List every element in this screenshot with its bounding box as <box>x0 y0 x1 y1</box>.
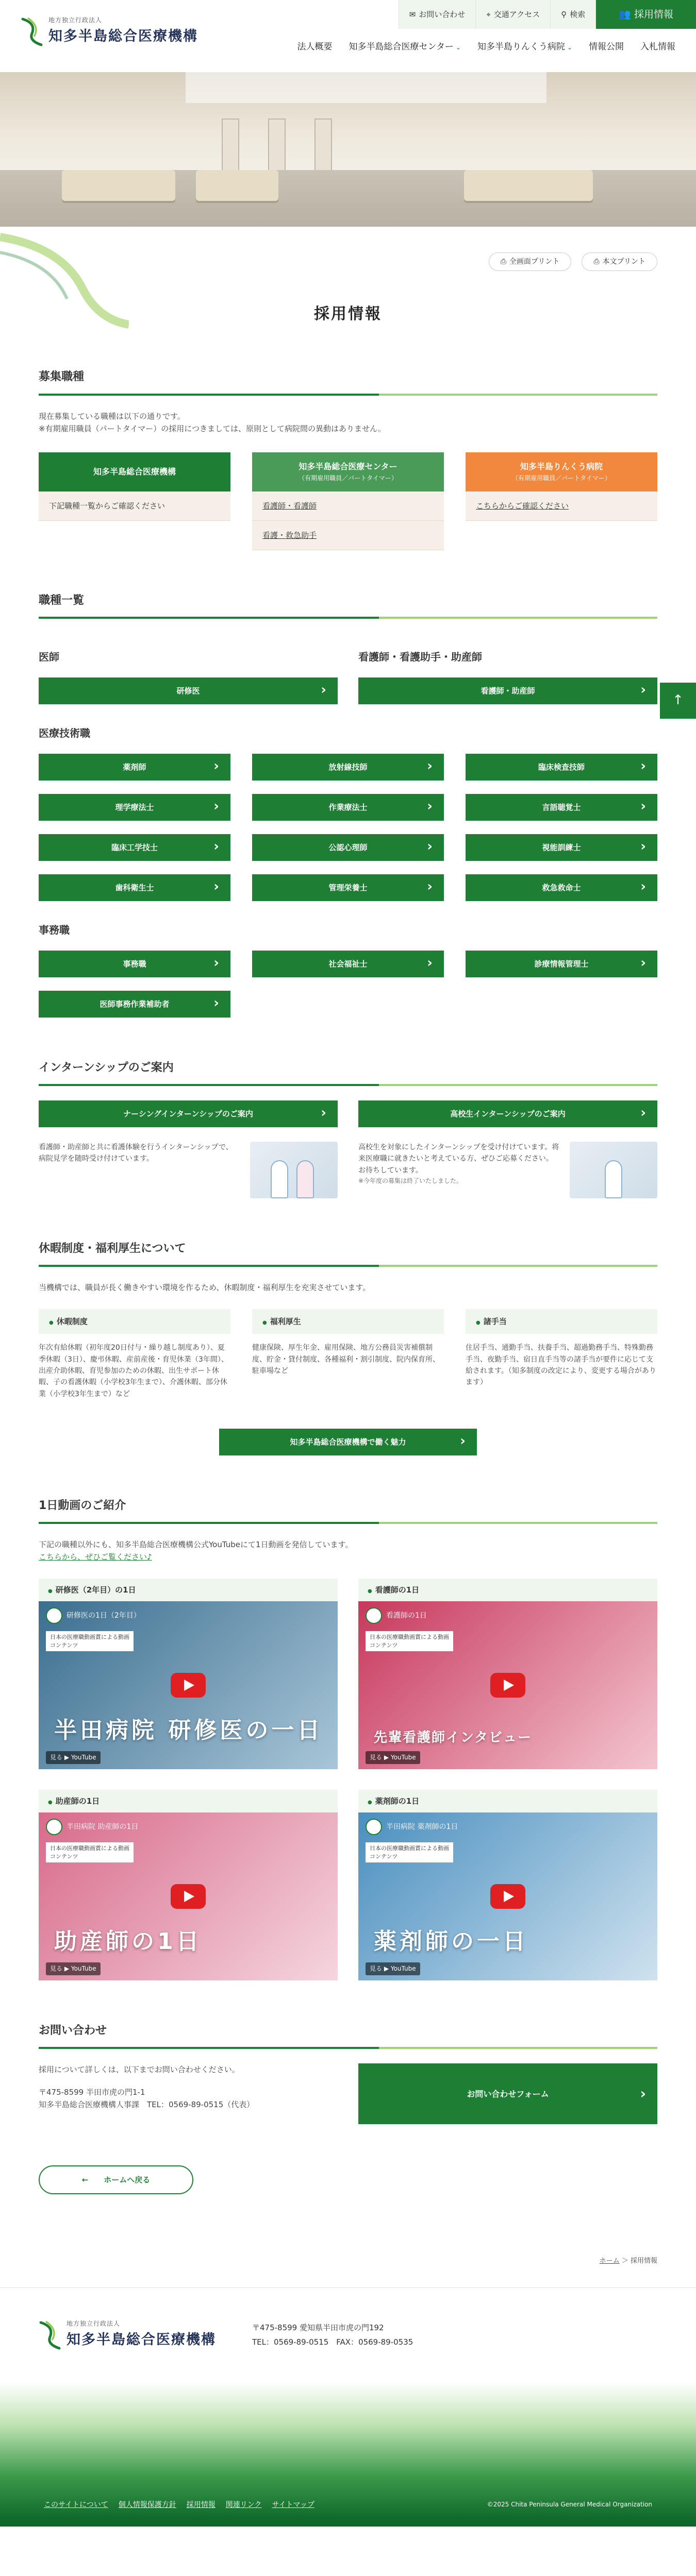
video-title <box>46 1819 138 1835</box>
channel-icon <box>366 1819 382 1835</box>
video-badge: 日本の医療職動画賞による動画コンテンツ <box>46 1631 134 1651</box>
print-body-label: 本文プリント <box>602 258 645 266</box>
logo-title: 知多半島総合医療機構 <box>67 2332 216 2348</box>
contact-form-button[interactable]: お問い合わせフォーム › <box>358 2063 657 2124</box>
footer-link-label: このサイトについて <box>44 2501 108 2510</box>
videos-intro: 下記の職種以外にも、知多半島総合医療機構公式YouTubeにて1日動画を発信しています。 <box>39 1540 353 1550</box>
video-title-text: 半田病院 助産師の1日 <box>67 1823 139 1832</box>
recruit-col-header <box>466 452 657 492</box>
printer-icon: ⎙ <box>593 258 600 266</box>
breadcrumb: ホーム ＞ 採用情報 <box>599 2257 657 2265</box>
job-button[interactable]: 社会福祉士 › <box>252 951 444 977</box>
footer-link-privacy[interactable] <box>119 2499 176 2511</box>
job-button[interactable]: 管理栄養士 › <box>252 874 444 901</box>
benefit-body: 健康保険、厚生年金、雇用保険、地方公務員災害補償制度、貯金・貸付制度、各種福利・割引制度、院内保育所、駐車場など <box>252 1344 440 1375</box>
youtube-icon[interactable]: 見る ▶ YouTube <box>46 1962 101 1975</box>
footer-link-label: 関連リンク <box>225 2501 262 2510</box>
jobs-doctor-heading: 医師 <box>39 650 59 663</box>
recruit-section <box>39 368 657 550</box>
chevron-down-icon: ⌄ <box>455 44 461 51</box>
video-card <box>39 1579 338 1769</box>
nav-about[interactable]: 法人概要 <box>297 42 333 52</box>
recruit-col-header <box>252 452 444 492</box>
play-icon[interactable] <box>171 1884 206 1909</box>
benefit-body: 住居手当、通勤手当、扶養手当、超過勤務手当、特殊勤務手当、夜勤手当、宿日直手当等の諸手当が要件に応じて支給されます。（知多制度の改定により、変更する場合があります） <box>466 1344 656 1387</box>
recruit-col-title: 知多半島総合医療センター <box>299 462 397 472</box>
recruit-col-center <box>252 452 444 550</box>
nav-disclosure[interactable]: 情報公開 <box>589 42 624 52</box>
benefit-col <box>252 1309 444 1408</box>
video-card <box>39 1790 338 1980</box>
video-caption: 先輩看護師インタビュー <box>374 1730 532 1745</box>
recruit-link[interactable] <box>466 492 657 521</box>
video-title-text: 看護師の1日 <box>386 1612 427 1620</box>
video-card <box>358 1579 657 1769</box>
intern-section <box>39 1059 657 1198</box>
search-icon: ⚲ <box>561 10 567 19</box>
nav-center-label: 知多半島総合医療センター <box>349 42 454 52</box>
recruit-intro: 現在募集している職種は以下の通りです。 <box>39 411 185 421</box>
play-icon[interactable] <box>171 1673 206 1698</box>
footer-copyright: ©2025 Chita Peninsula General Medical Organization <box>487 2501 652 2509</box>
util-search-link[interactable] <box>550 0 595 29</box>
job-button[interactable]: 作業療法士 › <box>252 794 444 821</box>
contact-tel: 知多半島総合医療機構人事課 TEL：0569-89-0515（代表） <box>39 2100 255 2110</box>
logo-subtitle: 地方独立行政法人 <box>67 2320 121 2328</box>
job-button[interactable]: 薬剤師 › <box>39 754 230 781</box>
video-caption: 助産師の1日 <box>54 1928 202 1955</box>
intern-nursing-body <box>39 1142 338 1198</box>
video-card <box>358 1790 657 1980</box>
recruit-heading: 募集職種 <box>39 368 657 395</box>
utility-nav <box>399 0 696 29</box>
job-button[interactable]: 救急救命士 › <box>466 874 657 901</box>
util-access-link[interactable] <box>475 0 550 29</box>
video-player[interactable] <box>39 1601 338 1769</box>
play-icon[interactable] <box>490 1673 525 1698</box>
channel-icon <box>46 1819 62 1835</box>
video-badge: 日本の医療職動画賞による動画コンテンツ <box>366 1631 453 1651</box>
footer-address <box>252 2320 413 2350</box>
breadcrumb-home-label: ホーム <box>599 2257 620 2265</box>
benefit-col <box>39 1309 230 1408</box>
decorative-swoosh <box>0 216 129 330</box>
breadcrumb-home[interactable] <box>600 2257 620 2265</box>
intern-heading: インターンシップのご案内 <box>39 1059 657 1086</box>
job-button[interactable]: 歯科衛生士 › <box>39 874 230 901</box>
footer-top <box>0 2319 696 2351</box>
jobs-doctor-nurse <box>39 633 684 708</box>
logo-subtitle: 地方独立行政法人 <box>48 16 103 24</box>
jobs-office-grid <box>39 951 657 1018</box>
benefit-title: ● 福利厚生 <box>252 1309 444 1334</box>
footer-green-band <box>0 2382 696 2552</box>
photo-figure <box>296 1160 314 1198</box>
recruit-col-subtitle: （有期雇用職員／パートタイマー） <box>512 474 611 482</box>
job-button[interactable]: 視能訓練士 › <box>466 834 657 861</box>
site-logo[interactable] <box>21 15 198 47</box>
videos-section <box>39 1497 657 1980</box>
video-label: ● 薬剤師の1日 <box>358 1790 657 1812</box>
intern-nursing <box>39 1100 338 1198</box>
footer-logo[interactable] <box>39 2319 216 2351</box>
video-label: ● 看護師の1日 <box>358 1579 657 1601</box>
recruit-col-rinku <box>466 452 657 550</box>
job-button[interactable]: 臨床工学技士 › <box>39 834 230 861</box>
util-recruit-link[interactable] <box>595 0 696 29</box>
video-title <box>366 1607 427 1624</box>
page-title: 採用情報 <box>314 305 382 324</box>
jobs-section <box>39 591 684 1018</box>
highschool-intern-button[interactable]: 高校生インターンシップのご案内 › <box>358 1100 657 1127</box>
util-search-label: 検索 <box>570 10 586 19</box>
play-icon[interactable] <box>490 1884 525 1909</box>
jobs-tech-grid <box>39 754 657 901</box>
contact-heading: お問い合わせ <box>39 2022 657 2049</box>
logo-title: 知多半島総合医療機構 <box>48 28 198 45</box>
jobs-tech-heading: 医療技術職 <box>39 726 90 739</box>
global-nav <box>297 40 675 54</box>
hero-image <box>0 72 696 227</box>
recruit-link[interactable] <box>252 492 444 521</box>
job-button[interactable]: 医師事務作業補助者 › <box>39 991 230 1018</box>
video-player[interactable] <box>358 1812 657 1980</box>
video-player[interactable] <box>39 1812 338 1980</box>
footer-bottom-bar <box>0 2527 696 2552</box>
util-access-label: 交通アクセス <box>493 10 540 19</box>
contact-text: 採用について詳しくは、以下までお問い合わせください。 <box>39 2065 240 2075</box>
recruit-link-label: 看護師・看護師 <box>262 501 317 511</box>
contact-section <box>39 2022 657 2124</box>
nursing-intern-button[interactable]: ナーシングインターンシップのご案内 › <box>39 1100 338 1127</box>
job-button[interactable]: 看護師・助産師 › <box>358 677 657 704</box>
intern-hs-text: 高校生を対象にしたインターンシップを受け付けています。将来医療職に就きたいと考えている方、ぜひご応募ください。お待ちしています。 <box>358 1143 559 1175</box>
video-caption: 薬剤師の一日 <box>374 1928 528 1955</box>
util-contact-link[interactable] <box>399 0 476 29</box>
contact-info <box>39 2063 338 2124</box>
hero-bench <box>62 170 175 201</box>
recruit-col-header <box>39 452 230 492</box>
job-button[interactable]: 言語聴覚士 › <box>466 794 657 821</box>
benefit-title: ● 休暇制度 <box>39 1309 230 1334</box>
home-button[interactable] <box>39 2165 193 2194</box>
photo-figure <box>271 1160 288 1198</box>
home-button-label: ホームへ戻る <box>104 2175 151 2185</box>
youtube-icon[interactable]: 見る ▶ YouTube <box>366 1751 420 1764</box>
util-recruit-label: 採用情報 <box>634 8 673 20</box>
attraction-button-wrap <box>219 1429 477 1455</box>
video-title-text: 研修医の1日（2年目） <box>67 1612 141 1620</box>
print-full-label: 全画面プリント <box>509 258 560 266</box>
jobs-nurse-group <box>358 633 684 708</box>
footer-link-label: 採用情報 <box>186 2501 216 2510</box>
video-grid <box>39 1579 657 1980</box>
contact-body <box>39 2063 657 2124</box>
video-label: ● 助産師の1日 <box>39 1790 338 1812</box>
benefits-section <box>39 1240 657 1455</box>
photo-figure <box>605 1160 622 1198</box>
site-footer <box>0 2287 696 2552</box>
breadcrumb-current: 採用情報 <box>630 2257 657 2265</box>
recruit-link[interactable] <box>252 521 444 550</box>
nav-rinku-label: 知多半島りんくう病院 <box>477 42 565 52</box>
footer-tel: TEL：0569-89-0515 FAX：0569-89-0535 <box>252 2337 413 2347</box>
job-button[interactable]: 研修医 › <box>39 677 338 704</box>
intern-hs-textblock <box>358 1142 559 1198</box>
recruit-link-label: こちらからご確認ください <box>476 501 569 511</box>
youtube-icon[interactable]: 見る ▶ YouTube <box>366 1962 420 1975</box>
intern-hs-body <box>358 1142 657 1198</box>
intern-highschool <box>358 1100 657 1198</box>
recruit-columns <box>39 452 657 550</box>
intern-columns <box>39 1100 657 1198</box>
video-title <box>46 1607 141 1624</box>
jobs-office-heading: 事務職 <box>39 923 70 936</box>
footer-address-line: 〒475-8599 愛知県半田市虎の門192 <box>252 2323 384 2332</box>
print-full-button[interactable] <box>489 252 572 271</box>
intern-hs-photo <box>570 1142 657 1198</box>
footer-link-label: サイトマップ <box>272 2501 314 2510</box>
video-badge: 日本の医療職動画賞による動画コンテンツ <box>366 1842 453 1862</box>
jobs-doctor-group <box>39 633 338 704</box>
intern-hs-note: ※今年度の募集は終了いたしました。 <box>358 1177 463 1185</box>
benefit-title: ● 諸手当 <box>466 1309 657 1334</box>
benefits-heading: 休暇制度・福利厚生について <box>39 1240 657 1267</box>
nav-rinku[interactable] <box>477 40 572 54</box>
youtube-channel-link[interactable]: こちらから、ぜひご覧ください♪ <box>39 1552 152 1562</box>
benefit-body: 年次有給休暇（初年度20日付与・繰り越し制度あり）、夏季休暇（3日）、慶弔休暇、産前産後・育児休業（3年間）、出産介助休暇、育児参加のための休暇、出生サポート休暇、子の看護休暇（小学校3年生まで）、介護休暇、部分休業（小学校3年生まで）など <box>39 1344 228 1398</box>
footer-link-label: 個人情報保護方針 <box>118 2501 176 2510</box>
youtube-icon[interactable]: 見る ▶ YouTube <box>46 1751 101 1764</box>
videos-heading: 1日動画のご紹介 <box>39 1497 657 1524</box>
footer-link-related[interactable] <box>226 2499 262 2511</box>
recruit-col-organization <box>39 452 230 550</box>
video-label: ● 研修医（2年目）の1日 <box>39 1579 338 1601</box>
job-button[interactable]: 理学療法士 › <box>39 794 230 821</box>
chevron-down-icon: ⌄ <box>567 44 572 51</box>
hero-ceiling-light <box>186 72 546 103</box>
hero-bench <box>464 170 593 201</box>
people-icon: 👥 <box>619 8 631 20</box>
channel-icon <box>46 1607 62 1624</box>
video-title <box>366 1819 458 1835</box>
benefit-col <box>466 1309 657 1408</box>
arrow-left-icon: ← <box>81 2175 89 2185</box>
video-badge: 日本の医療職動画賞による動画コンテンツ <box>46 1842 134 1862</box>
benefits-intro: 当機構では、職員が長く働きやすい環境を作るため、休暇制度・福利厚生を充実させています。 <box>39 1283 371 1293</box>
attraction-button[interactable]: 知多半島総合医療機構で働く魅力 › <box>219 1429 477 1455</box>
job-button[interactable]: 診療情報管理士 › <box>466 951 657 977</box>
footer-link-sitemap[interactable] <box>272 2499 314 2511</box>
job-button[interactable]: 公認心理師 › <box>252 834 444 861</box>
benefits-columns <box>39 1309 657 1408</box>
logo-mark-icon <box>21 16 43 47</box>
jobs-heading: 職種一覧 <box>39 591 657 619</box>
hero-bench <box>196 170 278 201</box>
intern-nursing-text: 看護師・助産師と共に看護体験を行うインターンシップで、病院見学を随時受け付けています。 <box>39 1143 233 1163</box>
recruit-col-title: 知多半島りんくう病院 <box>520 462 603 472</box>
recruit-note: ※有期雇用職員（パートタイマー）の採用につきましては、原則として病院間の異動はありません。 <box>39 423 386 433</box>
mail-icon: ✉ <box>409 10 416 19</box>
video-player[interactable] <box>358 1601 657 1769</box>
recruit-col-subtitle: （有期雇用職員／パートタイマー） <box>299 474 397 482</box>
channel-icon <box>366 1607 382 1624</box>
video-title-text: 半田病院 薬剤師の1日 <box>386 1823 458 1832</box>
jobs-nurse-heading: 看護師・看護助手・助産師 <box>358 650 482 663</box>
util-contact-label: お問い合わせ <box>419 10 466 19</box>
video-caption: 半田病院 研修医の一日 <box>54 1717 323 1743</box>
map-pin-icon: ⌖ <box>486 10 491 19</box>
page-top-button[interactable] <box>660 683 696 719</box>
site-header <box>0 0 696 72</box>
logo-mark-icon <box>39 2319 61 2350</box>
recruit-col-title: 知多半島総合医療機構 <box>93 466 176 477</box>
nav-bidding[interactable]: 入札情報 <box>640 42 675 52</box>
print-body-button[interactable] <box>582 252 657 271</box>
printer-icon: ⎙ <box>500 258 506 266</box>
recruit-link[interactable]: 下記職種一覧からご確認ください <box>39 492 230 521</box>
contact-address: 〒475-8599 半田市虎の門1-1 <box>39 2088 145 2097</box>
job-button[interactable]: 事務職 › <box>39 951 230 977</box>
arrow-up-icon: ↑ <box>672 692 684 708</box>
recruit-link-label: 看護・救急助手 <box>262 530 317 540</box>
intern-nursing-photo <box>250 1142 338 1198</box>
nav-center[interactable] <box>349 40 461 54</box>
footer-link-about[interactable] <box>44 2499 108 2511</box>
footer-links <box>44 2499 314 2511</box>
job-button[interactable]: 放射線技師 › <box>252 754 444 781</box>
footer-link-recruit[interactable] <box>187 2499 216 2511</box>
job-button[interactable]: 臨床検査技師 › <box>466 754 657 781</box>
